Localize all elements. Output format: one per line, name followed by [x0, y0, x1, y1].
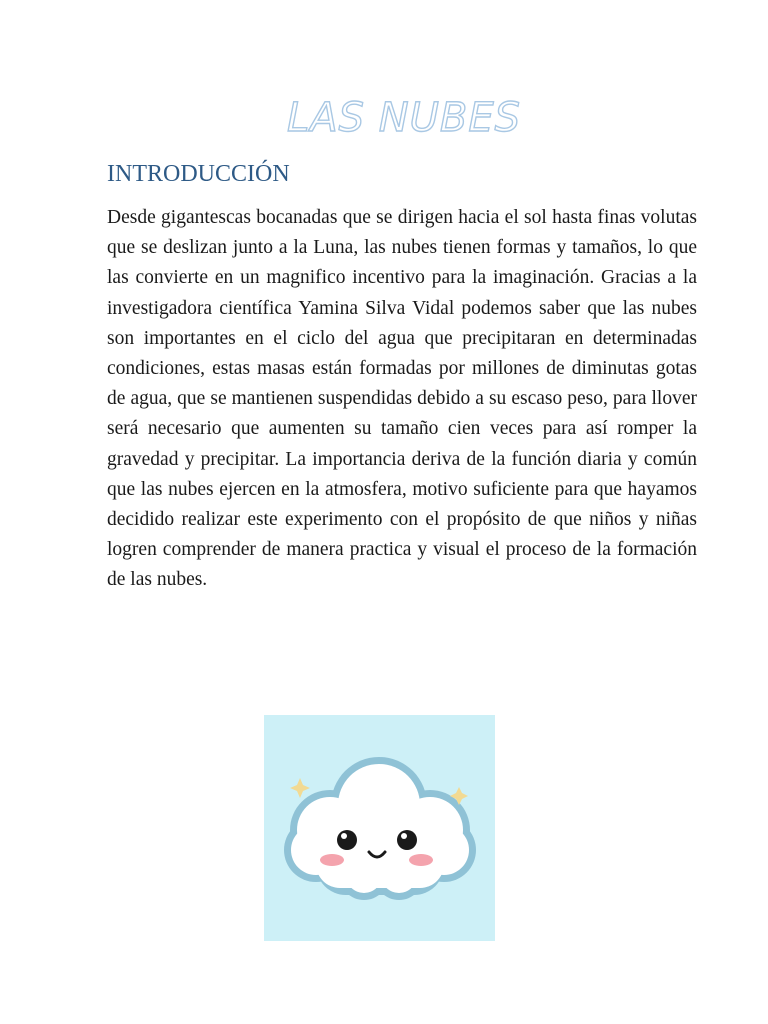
- intro-paragraph: Desde gigantescas bocanadas que se dirigen hacia el sol hasta finas volutas que se deslizan junto a la Luna, las nubes tienen formas y tamaños, lo que las convierte en un magnifico incentivo para la imaginación. Gracias a la investigadora científica Yamina Silva Vidal podemos saber que las nubes son importantes en el ciclo del agua que precipitaran en determinadas condiciones, estas masas están formadas por millones de diminutas gotas de agua, que se mantienen suspendidas debido a su escaso peso, para llover será necesario que aumenten su tamaño cien veces para así romper la gravedad y precipitar. La importancia deriva de la función diaria y común que las nubes ejercen en la atmosfera, motivo suficiente para que hayamos decidido realizar este experimento con el propósito de que niños y niñas logren comprender de manera practica y visual el proceso de la formación de las nubes.: [107, 207, 697, 591]
- page-title: LAS NUBES: [286, 95, 522, 141]
- cloud-body: [291, 764, 469, 893]
- section-heading: INTRODUCCIÓN: [107, 161, 290, 187]
- cloud-illustration: [264, 715, 495, 941]
- kawaii-cloud-icon: [264, 715, 495, 941]
